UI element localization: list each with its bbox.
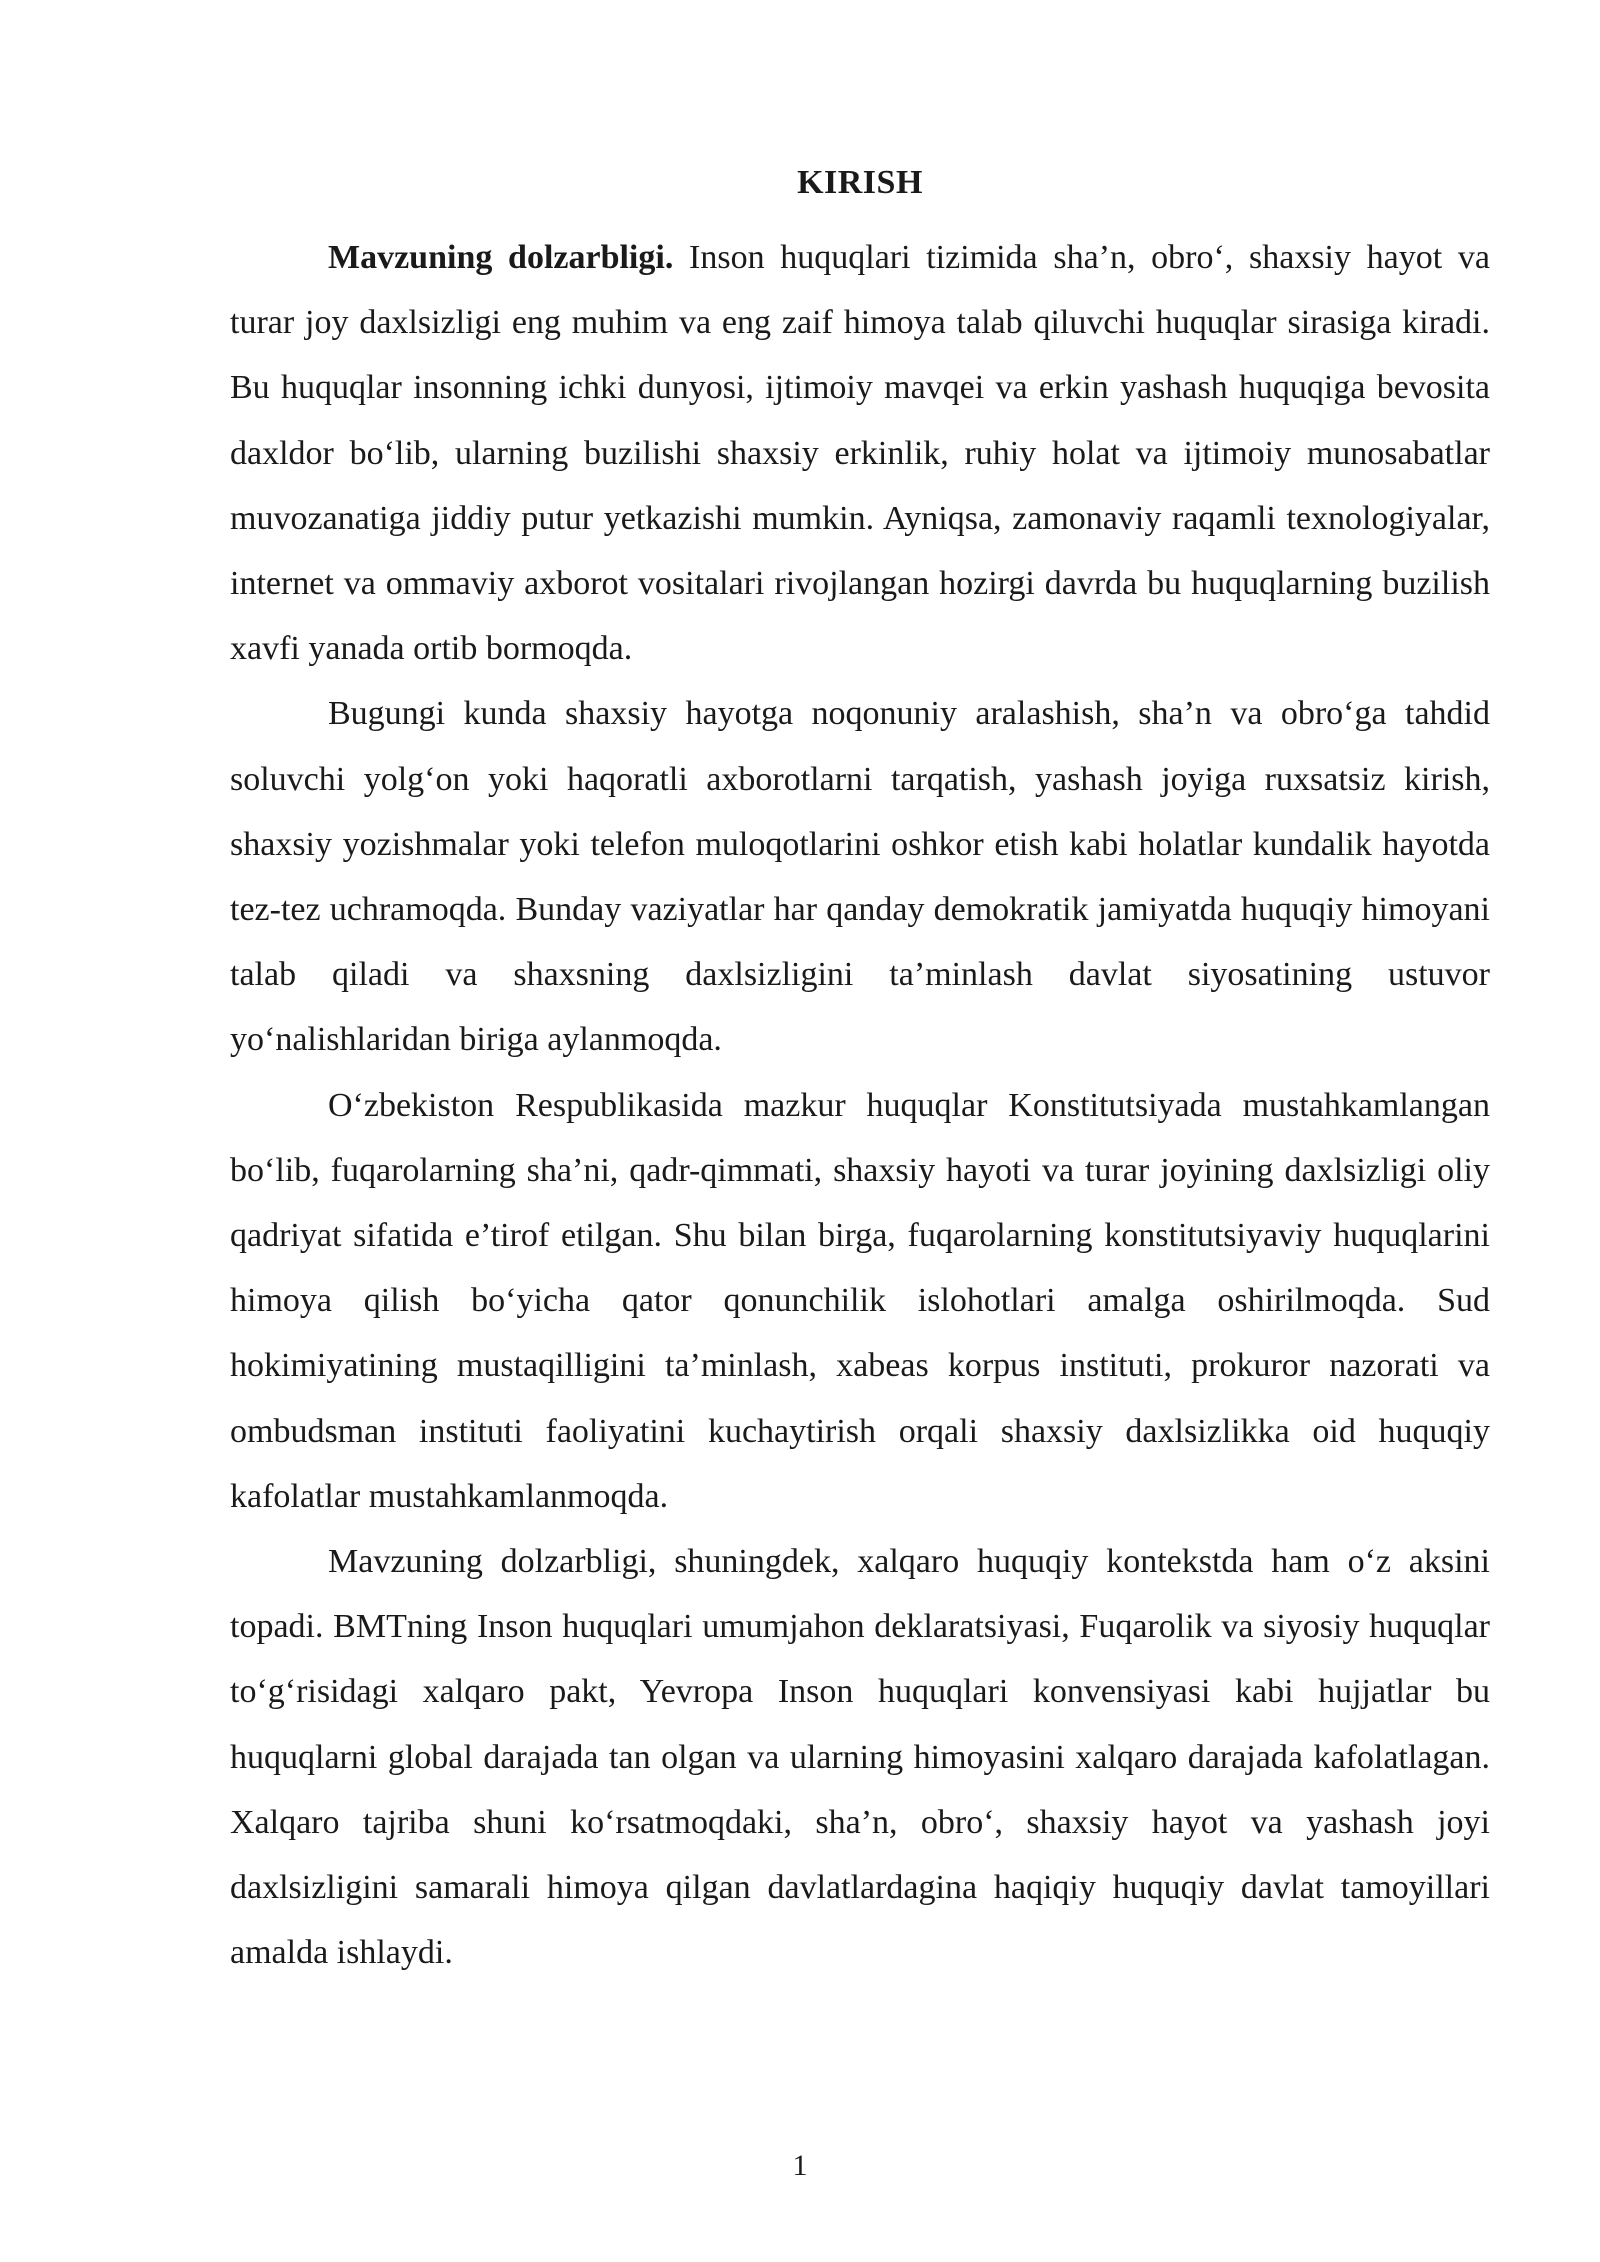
paragraph-current-issues [230,681,1490,1072]
paragraph-uzbekistan [230,1073,1490,1529]
paragraph-relevance [230,225,1490,681]
paragraph-text: Mavzuning dolzarbligi, shuningdek, xalqaro huquqiy kontekstda ham o‘z aksini topadi. BMTning Inson huquqlari umumjahon deklaratsiyasi, Fuqarolik va siyosiy huquqlar to‘g‘risidagi xalqaro pakt, Yevropa Inson huquqlari konvensiyasi kabi hujjatlar bu huquqlarni global darajada tan olgan va ularning himoyasini xalqaro darajada kafolatlagan. Xalqaro tajriba shuni ko‘rsatmoqdaki, sha’n, obro‘, shaxsiy hayot va yashash joyi daxlsizligini samarali himoya qilgan davlatlardagina haqiqiy huquqiy davlat tamoyillari amalda ishlaydi. [230,1543,1490,1972]
section-heading: KIRISH [797,164,923,201]
paragraph-international [230,1529,1490,1985]
paragraph-text: O‘zbekiston Respublikasida mazkur huquqlar Konstitutsiyada mustahkamlangan bo‘lib, fuqarolarning sha’ni, qadr-qimmati, shaxsiy hayoti va turar joyining daxlsizligi oliy qadriyat sifatida e’tirof etilgan. Shu bilan birga, fuqarolarning konstitutsiyaviy huquqlarini himoya qilish bo‘yicha qator qonunchilik islohotlari amalga oshirilmoqda. Sud hokimiyatining mustaqilligini ta’minlash, xabeas korpus instituti, prokuror nazorati va ombudsman instituti faoliyatini kuchaytirish orqali shaxsiy daxlsizlikka oid huquqiy kafolatlar mustahkamlanmoqda. [230,1086,1490,1515]
paragraph-text: Inson huquqlari tizimida sha’n, obro‘, shaxsiy hayot va turar joy daxlsizligi eng muhim va eng zaif himoya talab qiluvchi huquqlar sirasiga kiradi. Bu huquqlar insonning ichki dunyosi, ijtimoiy mavqei va erkin yashash huquqiga bevosita daxldor bo‘lib, ularning buzilishi shaxsiy erkinlik, ruhiy holat va ijtimoiy munosabatlar muvozanatiga jiddiy putur yetkazishi mumkin. Ayniqsa, zamonaviy raqamli texnologiyalar, internet va ommaviy axborot vositalari rivojlangan hozirgi davrda bu huquqlarning buzilish xavfi yanada ortib bormoqda. [230,239,1490,668]
page-number: 1 [792,2149,808,2182]
paragraph-text: Bugungi kunda shaxsiy hayotga noqonuniy aralashish, sha’n va obro‘ga tahdid soluvchi yolg‘on yoki haqoratli axborotlarni tarqatish, yashash joyiga ruxsatsiz kirish, shaxsiy yozishmalar yoki telefon muloqotlarini oshkor etish kabi holatlar kundalik hayotda tez-tez uchramoqda. Bunday vaziyatlar har qanday demokratik jamiyatda huquqiy himoyani talab qiladi va shaxsning daxlsizligini ta’minlash davlat siyosatining ustuvor yo‘nalishlaridan biriga aylanmoqda. [230,695,1490,1059]
document-page [230,160,1490,1985]
paragraph-lead: Mavzuning dolzarbligi. [328,239,674,276]
